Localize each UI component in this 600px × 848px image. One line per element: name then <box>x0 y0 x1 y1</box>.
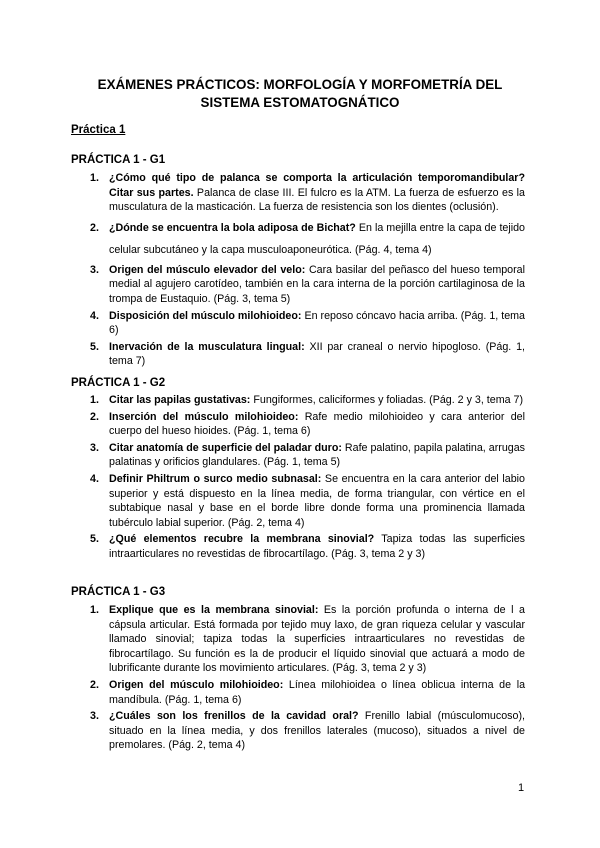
group-heading-g2: PRÁCTICA 1 - G2 <box>71 377 166 389</box>
question-list-g1 <box>71 171 525 371</box>
question-text: Inserción del músculo milohioideo: <box>109 410 299 423</box>
item-number: 2. <box>90 221 99 234</box>
answer-text: Fungiformes, caliciformes y foliadas. (Pág. 2 y 3, tema 7) <box>250 394 524 406</box>
answer-text: En la mejilla entre la capa de tejido celular subcutáneo y la capa musculoaponeurótica. (Pág. 4, tema 4) <box>109 221 525 256</box>
list-item <box>71 410 525 439</box>
list-item <box>71 532 525 561</box>
question-text: Origen del músculo milohioideo: <box>109 678 284 691</box>
title-line-2: SISTEMA ESTOMATOGNÁTICO <box>200 95 400 110</box>
list-item <box>71 171 525 215</box>
question-list-g3 <box>71 603 525 755</box>
list-item <box>71 678 525 707</box>
question-text: ¿Qué elementos recubre la membrana sinovial? <box>109 533 375 546</box>
answer-text: Cara basilar del peñasco del hueso temporal medial al agujero carotídeo, también en la cara interna de la porción cartilaginosa de la trompa de Eustaquio. (Pág. 3, tema 5) <box>109 263 525 305</box>
answer-text: Línea milohioidea o línea oblicua interna de la mandíbula. (Pág. 1, tema 6) <box>109 678 526 706</box>
document-title <box>60 76 540 112</box>
answer-text: Palanca de clase III. El fulcro es la ATM. La fuerza de esfuerzo es la musculatura de la masticación. La fuerza de resistencia son los dientes (oclusión). <box>109 186 525 214</box>
question-list-g2 <box>71 393 525 564</box>
question-text: Definir Philtrum o surco medio subnasal: <box>109 472 322 485</box>
question-text: Citar las papilas gustativas: <box>109 394 251 406</box>
question-text: ¿Cómo qué tipo de palanca se comporta la articulación temporomandibular? Citar sus partes. <box>109 172 525 199</box>
item-number: 1. <box>90 172 99 184</box>
answer-text: Rafe palatino, papila palatina, arrugas palatinas y orificios glandulares. (Pág. 1, tema 5) <box>109 441 526 469</box>
list-item <box>71 309 525 338</box>
item-number: 5. <box>90 340 99 353</box>
question-text: Explique que es la membrana sinovial: <box>109 604 319 616</box>
question-text: ¿Cuáles son los frenillos de la cavidad oral? <box>109 710 359 723</box>
question-text: Origen del músculo elevador del velo: <box>109 263 306 276</box>
group-heading-g3: PRÁCTICA 1 - G3 <box>71 586 166 598</box>
item-number: 1. <box>90 394 99 406</box>
title-line-1: EXÁMENES PRÁCTICOS: MORFOLOGÍA Y MORFOMETRÍA DEL <box>97 77 503 92</box>
question-text: Citar anatomía de superficie del paladar duro: <box>109 441 342 454</box>
list-item <box>71 441 525 470</box>
item-number: 2. <box>90 678 99 691</box>
question-text: Inervación de la musculatura lingual: <box>109 340 305 353</box>
page-number: 1 <box>518 782 525 794</box>
item-number: 3. <box>90 710 99 723</box>
answer-text: Se encuentra en la cara anterior del labio superior y está dispuesto en la línea media, de forma triangular, con vértice en el subtabique nasal y base en el borde libre donde forma una prominencia llamada tubérculo labial superior. (Pág. 2, tema 4) <box>109 472 525 529</box>
answer-text: XII par craneal o nervio hipogloso. (Pág. 1, tema 7) <box>109 340 525 368</box>
answer-text: Rafe medio milohioideo y cara anterior del cuerpo del hueso hioides. (Pág. 1, tema 6) <box>109 410 525 438</box>
list-item <box>71 340 525 369</box>
item-number: 4. <box>90 472 99 485</box>
answer-text: Es la porción profunda o interna de l a cápsula articular. Está formada por tejido muy laxo, de gran riqueza celular y vascular llamado sinovial; tapiza todas la superficies intraarticulares no revestidas de fibrocartílago. Su función es la de producir el líquido sinovial que actuará a modo de lubrificante durante los movimiento articulares. (Pág. 3, tema 2 y 3) <box>109 604 525 675</box>
question-text: ¿Dónde se encuentra la bola adiposa de Bichat? <box>109 221 356 234</box>
answer-text: Frenillo labial (músculomucoso), situado en la línea media, y dos frenillos laterales (mucoso), situados a nivel de premolares. (Pág. 2, tema 4) <box>109 710 525 752</box>
group-heading-g1: PRÁCTICA 1 - G1 <box>71 154 166 166</box>
list-item <box>71 393 525 408</box>
item-number: 4. <box>90 309 99 322</box>
list-item <box>71 263 525 307</box>
question-text: Disposición del músculo milohioideo: <box>109 309 302 322</box>
item-number: 1. <box>90 604 99 616</box>
list-item <box>71 709 525 753</box>
item-number: 3. <box>90 441 99 454</box>
list-item <box>71 603 525 676</box>
item-number: 3. <box>90 263 99 276</box>
item-number: 2. <box>90 410 99 423</box>
answer-text: Tapiza todas las superficies intraarticulares no revestidas de fibrocartílago. (Pág. 3, tema 2 y 3) <box>109 533 526 560</box>
section-heading: Práctica 1 <box>71 124 126 136</box>
item-number: 5. <box>90 533 99 546</box>
answer-text: En reposo cóncavo hacia arriba. (Pág. 1, tema 6) <box>109 309 525 337</box>
list-item <box>71 472 525 530</box>
list-item <box>71 217 525 261</box>
